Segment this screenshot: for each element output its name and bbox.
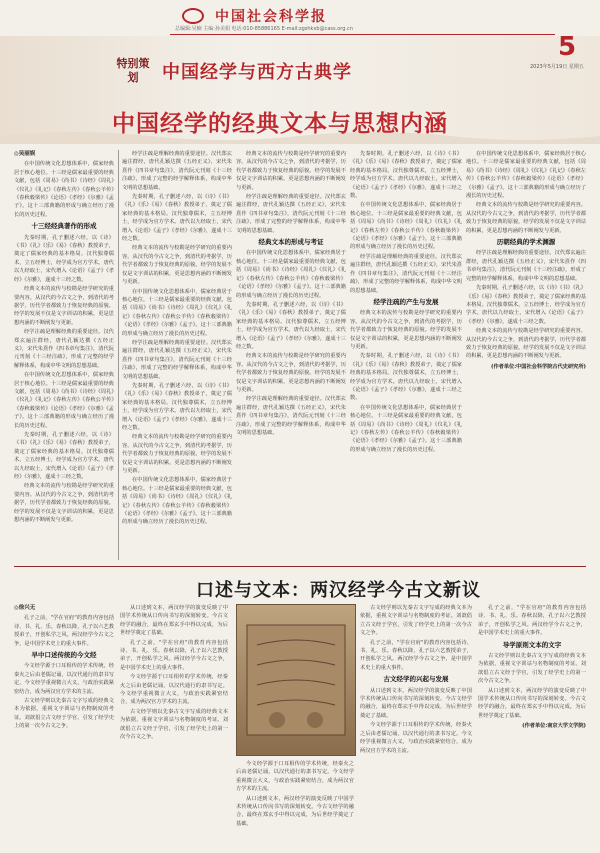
article1-paragraph: 经学注疏是理解经典的重要途径。汉代郑玄遍注群经，唐代孔颖达撰《五经正义》，宋代朱熹作《四书章句集注》，清代阮元刊刻《十三经注疏》，形成了完整的经学解释体系，构成中华文明的思想基础。 [122, 151, 232, 191]
article2-paragraph: 从口述到文本，两汉经学的演变反映了中国学术传统从口传向书写的深刻转变。今古文经学的融合，最终在郑玄手中得以完成，为后世经学奠定了基础。 [236, 795, 354, 827]
article1-subheading: 十三经经典著作的形成 [31, 222, 97, 231]
newspaper-logo-icon [182, 8, 204, 24]
section-title: 中国经学与西方古典学 [162, 62, 352, 83]
article1-paragraph: 在中国传统文化思想体系中，儒家经典居于核心地位。十三经是儒家最重要的经典文献，包括《周易》《尚书》《诗经》《周礼》《仪礼》《礼记》《春秋左传》《春秋公羊传》《春秋穀梁传》《论语》《孝经》《尔雅》《孟子》。这十三部典籍的形成与确立经历了漫长的历史过程。 [122, 477, 232, 526]
article2-column-2 [120, 604, 228, 844]
article2-paragraph: 古文经学则以先秦古文字写成的经典文本为依据，重视文字训诂与名物制度的考证。刘歆倡立古文经于学官，引发了经学史上的第一次今古文之争。 [360, 605, 472, 637]
article2-subheading: 导学原则文本的文字 [502, 640, 562, 649]
article1-paragraph: 经典文本的流传与校勘是经学研究的重要内容。从汉代的今古文之争，到清代的考据学，历代学者都致力于恢复经典的原貌。经学的发展不仅是文字训诂的积累，更是思想内涵的不断阐发与更新。 [236, 151, 346, 191]
article1-paragraph: 在中国传统文化思想体系中，儒家经典居于核心地位。十三经是儒家最重要的经典文献，包括《周易》《尚书》《诗经》《周礼》《仪礼》《礼记》《春秋左传》《春秋公羊传》《春秋穀梁传》《论语》《孝经》《尔雅》《孟子》。这十三部典籍的形成与确立经历了漫长的历史过程。 [466, 151, 586, 200]
illustration-drawing [237, 605, 355, 755]
article1-paragraph: 先秦时期，孔子删述六经，以《诗》《书》《礼》《乐》《易》《春秋》教授弟子，奠定了儒家经典的基本格局。汉代独尊儒术，立五经博士，经学成为官方学术。唐代以九经取士，宋代增入《论语》《孟子》《孝经》《尔雅》，遂成十三经之数。 [122, 382, 232, 431]
article1-column-5 [466, 150, 586, 560]
article2-column-3 [236, 760, 354, 844]
special-tag: 特别策划 [116, 57, 150, 84]
article1-subheading: 经典文本的形成与考证 [258, 238, 324, 247]
page-number: 5 [558, 32, 577, 62]
article1-paragraph: 先秦时期，孔子删述六经，以《诗》《书》《礼》《乐》《易》《春秋》教授弟子，奠定了儒家经典的基本格局。汉代独尊儒术，立五经博士，经学成为官方学术。唐代以九经取士，宋代增入《论语》《孟子》《孝经》《尔雅》，遂成十三经之数。 [14, 234, 114, 283]
article1-paragraph: 在中国传统文化思想体系中，儒家经典居于核心地位。十三经是儒家最重要的经典文献，包括《周易》《尚书》《诗经》《周礼》《仪礼》《礼记》《春秋左传》《春秋公羊传》《春秋穀梁传》《论语》《孝经》《尔雅》《孟子》。这十三部典籍的形成与确立经历了漫长的历史过程。 [350, 202, 462, 251]
article2-subheading: 早中口述传统的今文经 [31, 651, 97, 660]
article1-paragraph: 在中国传统文化思想体系中，儒家经典居于核心地位。十三经是儒家最重要的经典文献，包括《周易》《尚书》《诗经》《周礼》《仪礼》《礼记》《春秋左传》《春秋公羊传》《春秋穀梁传》《论语》《孝经》《尔雅》《孟子》。这十三部典籍的形成与确立经历了漫长的历史过程。 [122, 288, 232, 337]
article1-column-3 [236, 150, 346, 560]
article2-title: 口述与文本：两汉经学今古文新议 [196, 580, 481, 601]
article2-paragraph: 古文经学则以先秦古文字写成的经典文本为依据，重视文字训诂与名物制度的考证。刘歆倡立古文经于学官，引发了经学史上的第一次今古文之争。 [120, 708, 228, 741]
article1-paragraph: 经典文本的流传与校勘是经学研究的重要内容。从汉代的今古文之争，到清代的考据学，历代学者都致力于恢复经典的原貌。经学的发展不仅是文字训诂的积累，更是思想内涵的不断阐发与更新。 [122, 245, 232, 286]
article1-paragraph: 先秦时期，孔子删述六经，以《诗》《书》《礼》《乐》《易》《春秋》教授弟子，奠定了儒家经典的基本格局。汉代独尊儒术，立五经博士，经学成为官方学术。唐代以九经取士，宋代增入《论语》《孟子》《孝经》《尔雅》，遂成十三经之数。 [236, 301, 346, 350]
article1-paragraph: 经典文本的流传与校勘是经学研究的重要内容。从汉代的今古文之争，到清代的考据学，历代学者都致力于恢复经典的原貌。经学的发展不仅是文字训诂的积累，更是思想内涵的不断阐发与更新。 [14, 483, 114, 524]
article1-paragraph: 经典文本的流传与校勘是经学研究的重要内容。从汉代的今古文之争，到清代的考据学，历代学者都致力于恢复经典的原貌。经学的发展不仅是文字训诂的积累，更是思想内涵的不断阐发与更新。 [236, 353, 346, 393]
article1-paragraph: 在中国传统文化思想体系中，儒家经典居于核心地位。十三经是儒家最重要的经典文献，包括《周易》《尚书》《诗经》《周礼》《仪礼》《礼记》《春秋左传》《春秋公羊传》《春秋穀梁传》《论语》《孝经》《尔雅》《孟子》。这十三部典籍的形成与确立经历了漫长的历史过程。 [14, 161, 114, 218]
article2-column-4 [360, 604, 472, 844]
main-headline: 中国经学的经典文本与思想内涵 [112, 111, 448, 137]
masthead-rule [170, 34, 555, 35]
article2-paragraph: 孔子之前，"学在官府"的教育内容包括诗、书、礼、乐。春秋以降，孔子以六艺教授弟子，开创私学之风。两汉经学今古文之争，是中国学术史上的重大事件。 [120, 639, 228, 671]
article1-paragraph: 先秦时期，孔子删述六经，以《诗》《书》《礼》《乐》《易》《春秋》教授弟子，奠定了儒家经典的基本格局。汉代独尊儒术，立五经博士，经学成为官方学术。唐代以九经取士，宋代增入《论语》《孟子》《孝经》《尔雅》，遂成十三经之数。 [350, 353, 462, 402]
article2-paragraph: 从口述到文本，两汉经学的演变反映了中国学术传统从口传向书写的深刻转变。今古文经学的融合，最终在郑玄手中得以完成，为后世经学奠定了基础。 [120, 605, 228, 637]
article1-paragraph: 在中国传统文化思想体系中，儒家经典居于核心地位。十三经是儒家最重要的经典文献，包括《周易》《尚书》《诗经》《周礼》《仪礼》《礼记》《春秋左传》《春秋公羊传》《春秋穀梁传》《论语》《孝经》《尔雅》《孟子》。这十三部典籍的形成与确立经历了漫长的历史过程。 [14, 372, 114, 429]
article1-paragraph: 经学注疏是理解经典的重要途径。汉代郑玄遍注群经，唐代孔颖达撰《五经正义》，宋代朱熹作《四书章句集注》，清代阮元刊刻《十三经注疏》，形成了完整的经学解释体系，构成中华文明的思想基础。 [466, 250, 586, 282]
article1-paragraph: 经学注疏是理解经典的重要途径。汉代郑玄遍注群经，唐代孔颖达撰《五经正义》，宋代朱熹作《四书章句集注》，清代阮元刊刻《十三经注疏》，形成了完整的经学解释体系，构成中华文明的思想基础。 [236, 194, 346, 234]
article2-column-1 [14, 604, 114, 844]
article1-subheading: 历朝经典的学术渊源 [496, 238, 556, 247]
article1-paragraph: 经学注疏是理解经典的重要途径。汉代郑玄遍注群经，唐代孔颖达撰《五经正义》，宋代朱熹作《四书章句集注》，清代阮元刊刻《十三经注疏》，形成了完整的经学解释体系，构成中华文明的思想基础。 [122, 339, 232, 380]
article1-paragraph: 经典文本的流传与校勘是经学研究的重要内容。从汉代的今古文之争，到清代的考据学，历代学者都致力于恢复经典的原貌。经学的发展不仅是文字训诂的积累，更是思想内涵的不断阐发与更新。 [14, 286, 114, 326]
article1-paragraph: 经学注疏是理解经典的重要途径。汉代郑玄遍注群经，唐代孔颖达撰《五经正义》，宋代朱熹作《四书章句集注》，清代阮元刊刻《十三经注疏》，形成了完整的经学解释体系，构成中华文明的思想基础。 [14, 329, 114, 369]
article1-paragraph: 经学注疏是理解经典的重要途径。汉代郑玄遍注群经，唐代孔颖达撰《五经正义》，宋代朱熹作《四书章句集注》，清代阮元刊刻《十三经注疏》，形成了完整的经学解释体系，构成中华文明的思想基础。 [236, 396, 346, 436]
article1-paragraph: 在中国传统文化思想体系中，儒家经典居于核心地位。十三经是儒家最重要的经典文献，包括《周易》《尚书》《诗经》《周礼》《仪礼》《礼记》《春秋左传》《春秋公羊传》《春秋穀梁传》《论语》《孝经》《尔雅》《孟子》。这十三部典籍的形成与确立经历了漫长的历史过程。 [236, 250, 346, 299]
article1-paragraph: 先秦时期，孔子删述六经，以《诗》《书》《礼》《乐》《易》《春秋》教授弟子，奠定了儒家经典的基本格局。汉代独尊儒术，立五经博士，经学成为官方学术。唐代以九经取士，宋代增入《论语》《孟子》《孝经》《尔雅》，遂成十三经之数。 [350, 151, 462, 200]
article2-paragraph: 古文经学则以先秦古文字写成的经典文本为依据，重视文字训诂与名物制度的考证。刘歆倡立古文经于学官，引发了经学史上的第一次今古文之争。 [478, 653, 586, 685]
article2-column-5 [478, 604, 586, 844]
article2-paragraph: 今文经学源于口耳相传的学术传统，经秦火之后由老儒记诵，以汉代通行的隶书写定。今文经学重视微言大义，与政治实践紧密结合，成为两汉官方学术的主流。 [236, 761, 354, 793]
column-divider [118, 150, 119, 560]
article1-author-affiliation: (作者单位:中国社会科学院古代史研究所) [490, 363, 586, 370]
article1-paragraph: 经典文本的流传与校勘是经学研究的重要内容。从汉代的今古文之争，到清代的考据学，历代学者都致力于恢复经典的原貌。经学的发展不仅是文字训诂的积累，更是思想内涵的不断阐发与更新。 [466, 328, 586, 360]
paper-name: 中国社会科学报 [215, 9, 327, 25]
article1-paragraph: 经典文本的流传与校勘是经学研究的重要内容。从汉代的今古文之争，到清代的考据学，历代学者都致力于恢复经典的原貌。经学的发展不仅是文字训诂的积累，更是思想内涵的不断阐发与更新。 [122, 434, 232, 475]
article2-paragraph: 今文经学源于口耳相传的学术传统，经秦火之后由老儒记诵，以汉代通行的隶书写定。今文经学重视微言大义，与政治实践紧密结合，成为两汉官方学术的主流。 [120, 674, 228, 706]
article1-column-1 [14, 150, 114, 560]
article2-paragraph: 孔子之前，"学在官府"的教育内容包括诗、书、礼、乐。春秋以降，孔子以六艺教授弟子，开创私学之风。两汉经学今古文之争，是中国学术史上的重大事件。 [360, 639, 472, 671]
article1-column-2 [122, 150, 232, 560]
article1-byline: ◎吴丽娱 [14, 151, 36, 157]
article2-paragraph: 今文经学源于口耳相传的学术传统，经秦火之后由老儒记诵，以汉代通行的隶书写定。今文经学重视微言大义，与政治实践紧密结合，成为两汉官方学术的主流。 [360, 722, 472, 754]
article2-paragraph: 孔子之前，"学在官府"的教育内容包括诗、书、礼、乐。春秋以降，孔子以六艺教授弟子，开创私学之风。两汉经学今古文之争，是中国学术史上的重大事件。 [14, 615, 114, 647]
article2-paragraph: 从口述到文本，两汉经学的演变反映了中国学术传统从口传向书写的深刻转变。今古文经学的融合，最终在郑玄手中得以完成，为后世经学奠定了基础。 [360, 687, 472, 719]
article2-paragraph: 今文经学源于口耳相传的学术传统，经秦火之后由老儒记诵，以汉代通行的隶书写定。今文经学重视微言大义，与政治实践紧密结合，成为两汉官方学术的主流。 [14, 663, 114, 695]
section-separator [14, 566, 586, 567]
article1-paragraph: 经典文本的流传与校勘是经学研究的重要内容。从汉代的今古文之争，到清代的考据学，历代学者都致力于恢复经典的原貌。经学的发展不仅是文字训诂的积累，更是思想内涵的不断阐发与更新。 [466, 202, 586, 234]
article2-subheading: 古文经学的兴起与发展 [383, 675, 449, 684]
masthead-subline: 总编辑:吴楠 主编:孙美娟 电话:010-85886165 E-mail:zgshkxb@cass.org.cn [175, 26, 353, 32]
article1-column-4 [350, 150, 462, 560]
article1-subheading: 经学注疏的产生与发展 [373, 297, 439, 306]
article1-paragraph: 先秦时期，孔子删述六经，以《诗》《书》《礼》《乐》《易》《春秋》教授弟子，奠定了儒家经典的基本格局。汉代独尊儒术，立五经博士，经学成为官方学术。唐代以九经取士，宋代增入《论语》《孟子》《孝经》《尔雅》，遂成十三经之数。 [122, 194, 232, 243]
article1-paragraph: 先秦时期，孔子删述六经，以《诗》《书》《礼》《乐》《易》《春秋》教授弟子，奠定了儒家经典的基本格局。汉代独尊儒术，立五经博士，经学成为官方学术。唐代以九经取士，宋代增入《论语》《孟子》《孝经》《尔雅》，遂成十三经之数。 [466, 285, 586, 325]
page-date: 2023年5月19日 星期五 [530, 64, 584, 70]
article1-paragraph: 经典文本的流传与校勘是经学研究的重要内容。从汉代的今古文之争，到清代的考据学，历代学者都致力于恢复经典的原貌。经学的发展不仅是文字训诂的积累，更是思想内涵的不断阐发与更新。 [350, 310, 462, 350]
article2-paragraph: 孔子之前，"学在官府"的教育内容包括诗、书、礼、乐。春秋以降，孔子以六艺教授弟子，开创私学之风。两汉经学今古文之争，是中国学术史上的重大事件。 [478, 605, 586, 637]
article2-author-affiliation: (作者单位:南京大学文学院) [522, 723, 586, 730]
article2-paragraph: 从口述到文本，两汉经学的演变反映了中国学术传统从口传向书写的深刻转变。今古文经学的融合，最终在郑玄手中得以完成，为后世经学奠定了基础。 [478, 687, 586, 719]
article1-paragraph: 先秦时期，孔子删述六经，以《诗》《书》《礼》《乐》《易》《春秋》教授弟子，奠定了儒家经典的基本格局。汉代独尊儒术，立五经博士，经学成为官方学术。唐代以九经取士，宋代增入《论语》《孟子》《孝经》《尔雅》，遂成十三经之数。 [14, 432, 114, 481]
article1-paragraph: 在中国传统文化思想体系中，儒家经典居于核心地位。十三经是儒家最重要的经典文献，包括《周易》《尚书》《诗经》《周礼》《仪礼》《礼记》《春秋左传》《春秋公羊传》《春秋穀梁传》《论语》《孝经》《尔雅》《孟子》。这十三部典籍的形成与确立经历了漫长的历史过程。 [350, 404, 462, 453]
article2-byline: ◎徐兴无 [14, 605, 36, 611]
article2-paragraph: 古文经学则以先秦古文字写成的经典文本为依据，重视文字训诂与名物制度的考证。刘歆倡立古文经于学官，引发了经学史上的第一次今古文之争。 [14, 698, 114, 730]
article1-paragraph: 经学注疏是理解经典的重要途径。汉代郑玄遍注群经，唐代孔颖达撰《五经正义》，宋代朱熹作《四书章句集注》，清代阮元刊刻《十三经注疏》，形成了完整的经学解释体系，构成中华文明的思想基础。 [350, 253, 462, 294]
article2-illustration-image [236, 604, 356, 756]
